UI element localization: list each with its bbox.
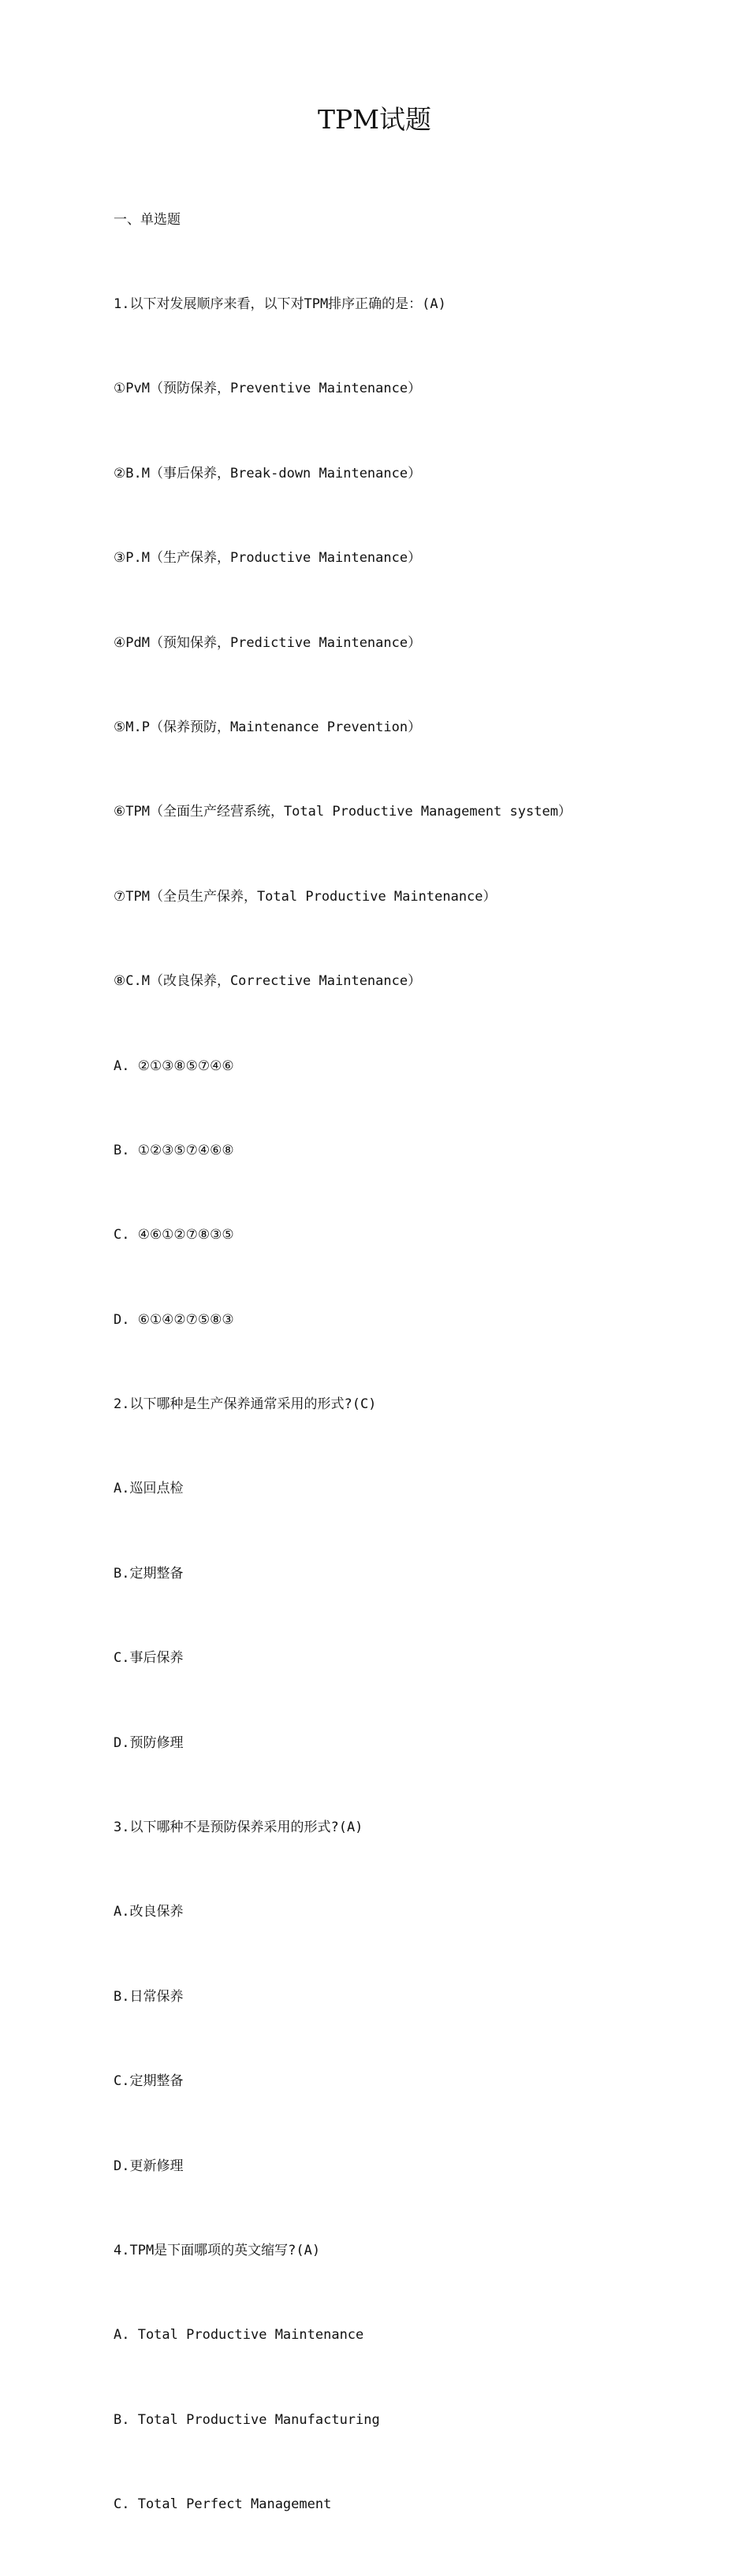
question-4-option-b: B. Total Productive Manufacturing (114, 2411, 380, 2428)
question-1-item-2: ②B.M（事后保养，Break-down Maintenance） (114, 465, 422, 481)
question-4-option-c: C. Total Perfect Management (114, 2496, 332, 2513)
question-2-option-c: C.事后保养 (114, 1650, 184, 1667)
question-3-option-a: A.改良保养 (114, 1904, 184, 1920)
question-1-option-c: C. ④⑥①②⑦⑧③⑤ (114, 1227, 234, 1243)
question-3-option-c: C.定期整备 (114, 2073, 184, 2090)
question-3: 3.以下哪种不是预防保养采用的形式?(A) (114, 1820, 363, 1836)
question-2: 2.以下哪种是生产保养通常采用的形式?(C) (114, 1396, 377, 1413)
document-body (114, 150, 713, 2576)
question-1-item-4: ④PdM（预知保养，Predictive Maintenance） (114, 634, 422, 651)
question-1-option-b: B. ①②③⑤⑦④⑥⑧ (114, 1142, 234, 1158)
question-4-option-a: A. Total Productive Maintenance (114, 2327, 364, 2344)
question-4: 4.TPM是下面哪项的英文缩写?(A) (114, 2242, 321, 2258)
question-1-item-1: ①PvM（预防保养，Preventive Maintenance） (114, 381, 422, 397)
question-2-option-d: D.预防修理 (114, 1734, 184, 1751)
question-1-item-6: ⑥TPM（全面生产经营系统，Total Productive Management system） (114, 804, 572, 820)
question-1-item-5: ⑤M.P（保养预防，Maintenance Prevention） (114, 719, 422, 735)
section-heading: 一、单选题 (114, 211, 181, 228)
question-1-item-7: ⑦TPM（全员生产保养，Total Productive Maintenance） (114, 888, 497, 905)
question-3-option-b: B.日常保养 (114, 1988, 184, 2005)
question-1-item-8: ⑧C.M（改良保养，Corrective Maintenance） (114, 973, 422, 990)
question-3-option-d: D.更新修理 (114, 2158, 184, 2174)
question-2-option-a: A.巡回点检 (114, 1481, 184, 1497)
document-title: TPM试题 (317, 104, 431, 135)
question-1-option-d: D. ⑥①④②⑦⑤⑧③ (114, 1311, 234, 1328)
question-1: 1.以下对发展顺序来看，以下对TPM排序正确的是：(A) (114, 296, 446, 312)
question-1-option-a: A. ②①③⑧⑤⑦④⑥ (114, 1058, 234, 1074)
question-1-item-3: ③P.M（生产保养，Productive Maintenance） (114, 550, 422, 567)
question-2-option-b: B.定期整备 (114, 1565, 184, 1582)
